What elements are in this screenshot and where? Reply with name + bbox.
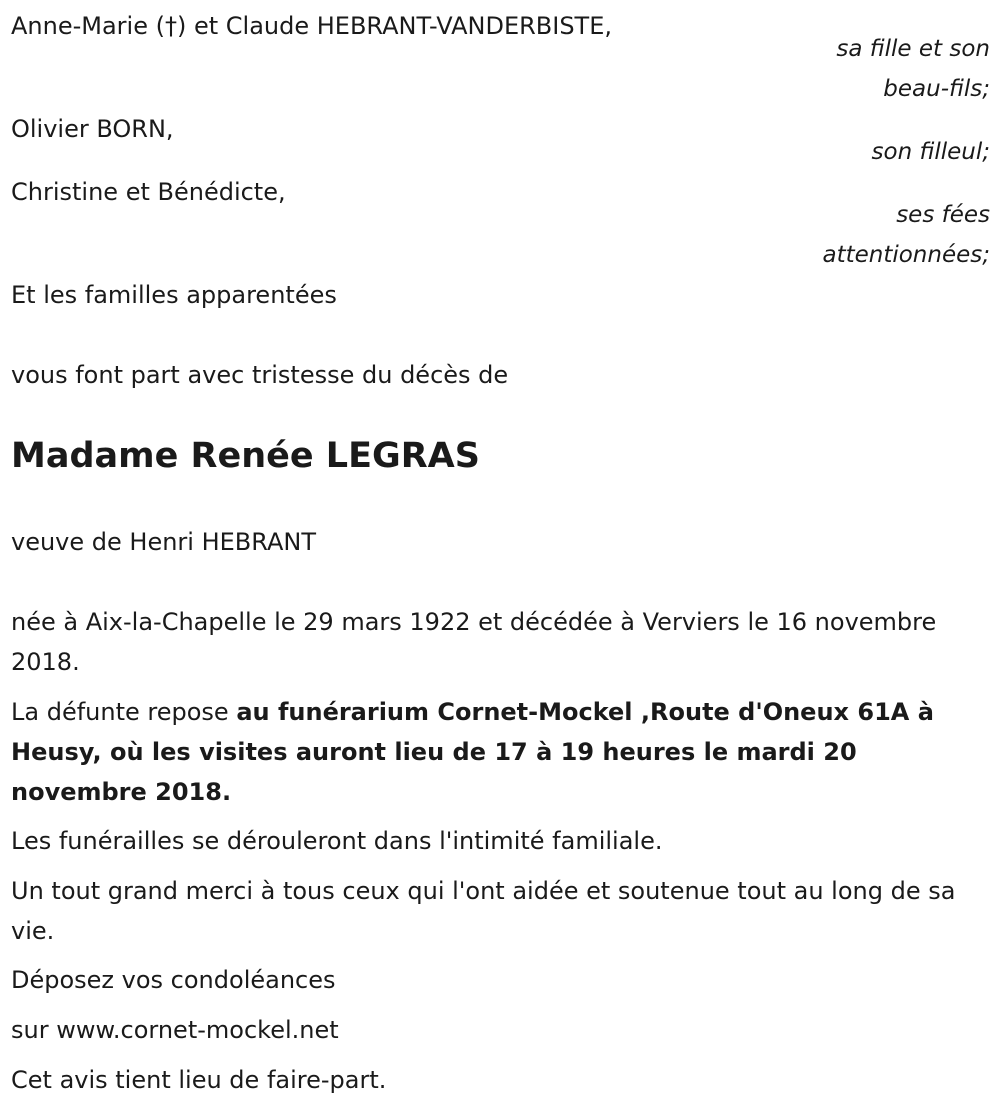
repose-details: au funérarium Cornet-Mockel ,Route d'Oneux 61A à Heusy, où les visites auront lieu de 17 à 19 heures le mardi 20 novembre 2018. xyxy=(11,698,934,806)
family-relation: beau-fils; xyxy=(883,76,990,102)
deceased-name: Madame Renée LEGRAS xyxy=(11,436,480,476)
family-member-name: Olivier BORN, xyxy=(11,115,174,143)
condolences-line: Déposez vos condoléances xyxy=(11,966,336,994)
family-relation: ses fées xyxy=(896,202,990,228)
notice-line: Cet avis tient lieu de faire-part. xyxy=(11,1066,387,1094)
intro-line: vous font part avec tristesse du décès de xyxy=(11,361,509,389)
family-relation: son filleul; xyxy=(871,139,990,165)
families-line: Et les familles apparentées xyxy=(11,281,337,309)
family-member-name: Anne-Marie (†) et Claude HEBRANT-VANDERBISTE, xyxy=(11,12,613,40)
thanks-paragraph: Un tout grand merci à tous ceux qui l'ont aidée et soutenue tout au long de sa vie. xyxy=(11,877,956,945)
family-relation: attentionnées; xyxy=(822,242,990,268)
widow-of: veuve de Henri HEBRANT xyxy=(11,528,317,556)
repose-prefix: La défunte repose xyxy=(11,698,237,726)
birth-death-paragraph: née à Aix-la-Chapelle le 29 mars 1922 et décédée à Verviers le 16 novembre 2018. xyxy=(11,608,937,676)
condolences-website: sur www.cornet-mockel.net xyxy=(11,1016,339,1044)
funeral-line: Les funérailles se dérouleront dans l'intimité familiale. xyxy=(11,827,663,855)
family-relation: sa fille et son xyxy=(836,36,990,62)
repose-paragraph xyxy=(11,692,996,812)
family-member-name: Christine et Bénédicte, xyxy=(11,178,286,206)
